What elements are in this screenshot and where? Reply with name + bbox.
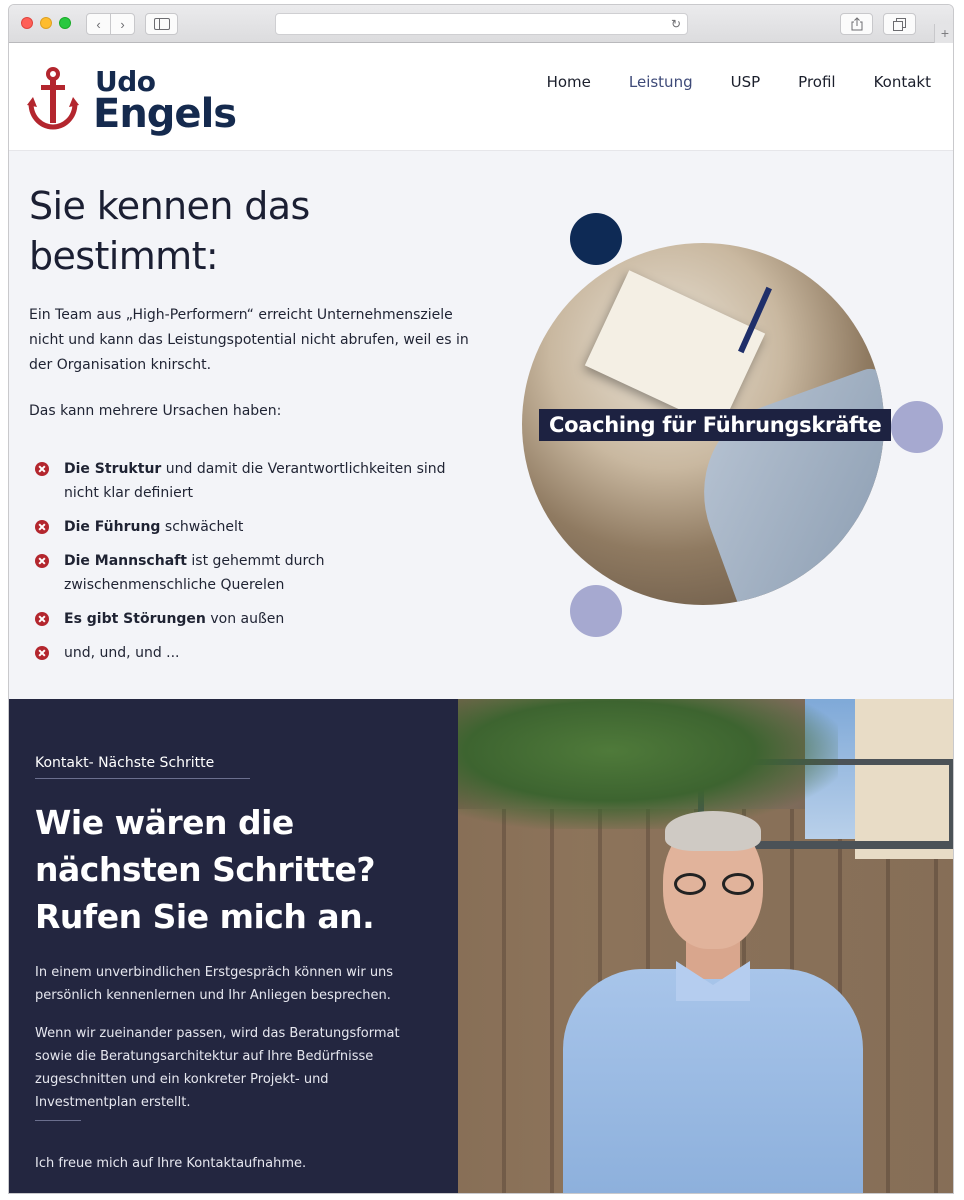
main-nav [547, 73, 931, 91]
nav-usp[interactable]: USP [730, 73, 761, 91]
decorative-circle-lavender [891, 401, 943, 453]
contact-paragraph: In einem unverbindlichen Erstgespräch können wir uns persönlich kennenlernen und Ihr Anliegen besprechen. [35, 965, 394, 1003]
problem-intro: Ein Team aus „High-Performern“ erreicht Unternehmensziele nicht und kann das Leistungspotential nicht abrufen, weil es in der Organisation knirscht. [29, 307, 469, 373]
chevron-right-icon: › [120, 16, 125, 32]
nav-leistung[interactable]: Leistung [628, 73, 693, 91]
decorative-circle-lavender [570, 585, 622, 637]
zoom-window-button[interactable] [59, 17, 71, 29]
causes-list [35, 457, 465, 675]
divider [35, 778, 250, 779]
contact-section [9, 699, 954, 1194]
browser-window [8, 4, 954, 1194]
x-circle-icon [35, 646, 49, 660]
problem-title: Sie kennen das bestimmt: [29, 184, 310, 278]
list-item: Die Mannschaft ist gehemmt durch zwischenmenschliche Querelen [35, 549, 465, 597]
nav-profil[interactable]: Profil [798, 73, 836, 91]
decorative-circle-navy [570, 213, 622, 265]
x-circle-icon [35, 612, 49, 626]
list-item: Die Struktur und damit die Verantwortlichkeiten sind nicht klar definiert [35, 457, 465, 505]
site-header [9, 43, 954, 151]
forward-button[interactable] [110, 13, 135, 35]
browser-toolbar [9, 5, 953, 43]
sidebar-icon [154, 18, 170, 30]
tab-overview-button[interactable] [883, 13, 916, 35]
x-circle-icon [35, 462, 49, 476]
logo-first-name[interactable]: Udo [95, 65, 156, 98]
contact-closing: Ich freue mich auf Ihre Kontaktaufnahme. [35, 1156, 307, 1171]
share-icon [851, 17, 863, 31]
chevron-left-icon: ‹ [96, 16, 101, 32]
problem-lead: Das kann mehrere Ursachen haben: [29, 403, 282, 419]
reload-icon[interactable]: ↻ [670, 17, 681, 31]
portrait-photo [458, 699, 954, 1194]
back-button[interactable] [86, 13, 111, 35]
share-button[interactable] [840, 13, 873, 35]
sidebar-toggle-button[interactable] [145, 13, 178, 35]
coaching-label: Coaching für Führungskräfte [539, 409, 891, 441]
nav-home[interactable]: Home [546, 73, 591, 91]
nav-kontakt[interactable]: Kontakt [873, 73, 931, 91]
minimize-window-button[interactable] [40, 17, 52, 29]
contact-title: Wie wären die nächsten Schritte? Rufen Sie mich an. [35, 803, 376, 936]
close-window-button[interactable] [21, 17, 33, 29]
anchor-icon[interactable] [27, 67, 79, 131]
contact-text-panel [9, 699, 458, 1194]
list-item: Es gibt Störungen von außen [35, 607, 465, 631]
contact-kicker: Kontakt- Nächste Schritte [35, 755, 215, 771]
problem-section [9, 151, 954, 699]
x-circle-icon [35, 520, 49, 534]
logo-last-name[interactable]: Engels [93, 91, 237, 137]
address-bar[interactable] [275, 13, 688, 35]
divider [35, 1120, 81, 1121]
contact-paragraph: Wenn wir zueinander passen, wird das Beratungsformat sowie die Beratungsarchitektur auf Ihre Bedürfnisse zugeschnitten und ein konkreter Projekt- und Investmentplan erstellt. [35, 1026, 400, 1110]
list-item: und, und, und ... [35, 641, 465, 665]
new-tab-button[interactable]: + [934, 24, 954, 44]
tabs-icon [893, 18, 906, 31]
list-item: Die Führung schwächelt [35, 515, 465, 539]
x-circle-icon [35, 554, 49, 568]
